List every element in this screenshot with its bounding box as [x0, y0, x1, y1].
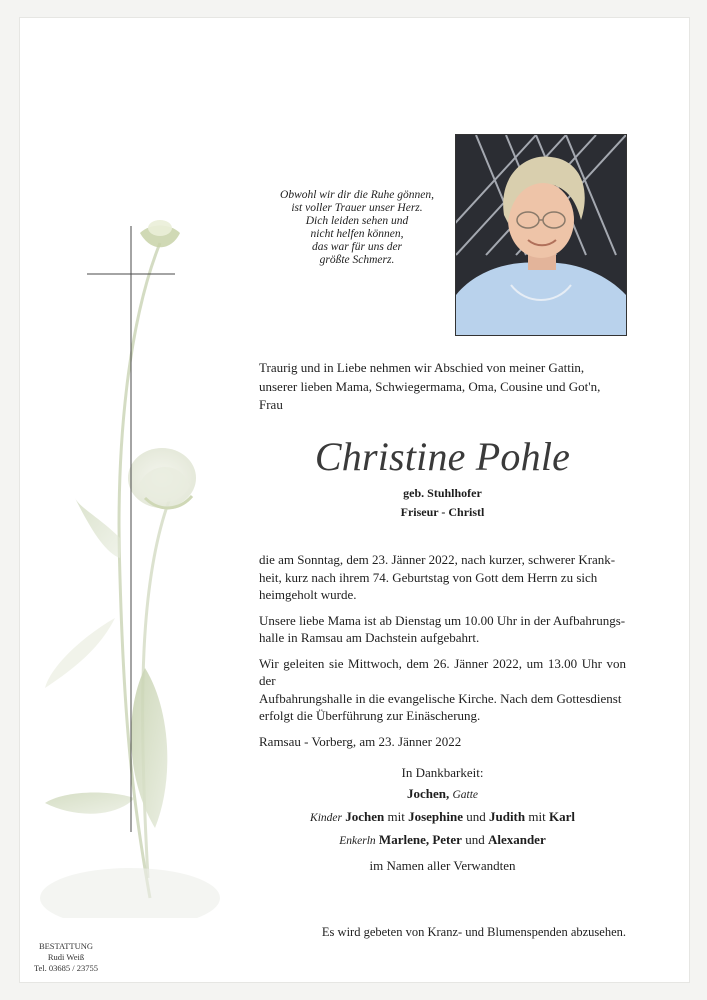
ceremony-paragraph	[259, 655, 626, 725]
child-partner: Josephine	[408, 809, 463, 824]
grandchildren-names: Marlene, Peter	[378, 832, 462, 847]
grandchildren-label: Enkerln	[339, 835, 376, 847]
child-name: Jochen	[345, 809, 385, 824]
text-line: Wir geleiten sie Mittwoch, dem 26. Jänner 2022, um 13.00 Uhr von der	[259, 655, 626, 688]
intro-text	[259, 359, 626, 415]
intro-line: unserer lieben Mama, Schwiegermama, Oma, Cousine und Got'n,	[259, 378, 601, 394]
text-line: heimgeholt wurde.	[259, 587, 357, 602]
poem-line: Obwohl wir dir die Ruhe gönnen,	[280, 189, 434, 201]
text-line: Aufbahrungshalle in die evangelische Kirche. Nach dem Gottesdienst	[259, 690, 622, 706]
grandchild-name: Alexander	[487, 832, 546, 847]
spouse-line	[259, 783, 626, 806]
connector: und	[466, 809, 486, 824]
place-date: Ramsau - Vorberg, am 23. Jänner 2022	[259, 733, 462, 749]
text-line: heit, kurz nach ihrem 74. Geburtstag von Gott dem Herrn zu sich	[259, 569, 598, 585]
grandchildren-line	[259, 829, 626, 852]
child-partner: Karl	[548, 809, 575, 824]
intro-line: Frau	[259, 397, 283, 412]
portrait-photo	[455, 134, 627, 336]
nickname: Friseur - Christl	[400, 505, 485, 519]
intro-line: Traurig und in Liebe nehmen wir Abschied von meiner Gattin,	[259, 360, 585, 375]
funeral-home-name: Rudi Weiß	[47, 952, 85, 962]
closing-line: im Namen aller Verwandten	[369, 858, 516, 873]
text-line: erfolgt die Überführung zur Einäscherung.	[259, 708, 481, 723]
poem-line: größte Schmerz.	[319, 254, 395, 266]
spouse-role: Gatte	[452, 789, 479, 801]
funeral-home-label: BESTATTUNG	[38, 941, 94, 951]
connector: und	[465, 832, 485, 847]
poem-line: das war für uns der	[311, 241, 403, 253]
text-line: halle in Ramsau am Dachstein aufgebahrt.	[259, 630, 480, 645]
spouse-name: Jochen,	[406, 786, 450, 801]
child-name: Judith	[488, 809, 526, 824]
connector: mit	[387, 809, 405, 824]
connector: mit	[528, 809, 546, 824]
funeral-home-stamp	[30, 941, 102, 974]
poem-line: ist voller Trauer unser Herz.	[291, 202, 423, 214]
death-paragraph	[259, 551, 626, 604]
birth-name: geb. Stuhlhofer	[403, 486, 482, 500]
poem-line: nicht helfen können,	[310, 228, 404, 240]
flower-cross-illustration	[20, 18, 220, 918]
children-label: Kinder	[310, 812, 342, 824]
poem-line: Dich leiden sehen und	[305, 215, 409, 227]
text-line: die am Sonntag, dem 23. Jänner 2022, nach kurzer, schwerer Krank-	[259, 552, 616, 567]
children-line	[259, 806, 626, 829]
viewing-paragraph	[259, 612, 626, 647]
donation-note: Es wird gebeten von Kranz- und Blumenspenden abzusehen.	[321, 925, 626, 939]
deceased-name: Christine Pohle	[314, 434, 571, 479]
funeral-home-phone: Tel. 03685 / 23755	[33, 963, 99, 973]
memorial-poem	[262, 189, 452, 267]
announcement-text	[259, 551, 626, 758]
mourners-block	[259, 762, 626, 876]
thanks-heading: In Dankbarkeit:	[401, 765, 484, 780]
text-line: Unsere liebe Mama ist ab Dienstag um 10.00 Uhr in der Aufbahrungs-	[259, 612, 626, 628]
